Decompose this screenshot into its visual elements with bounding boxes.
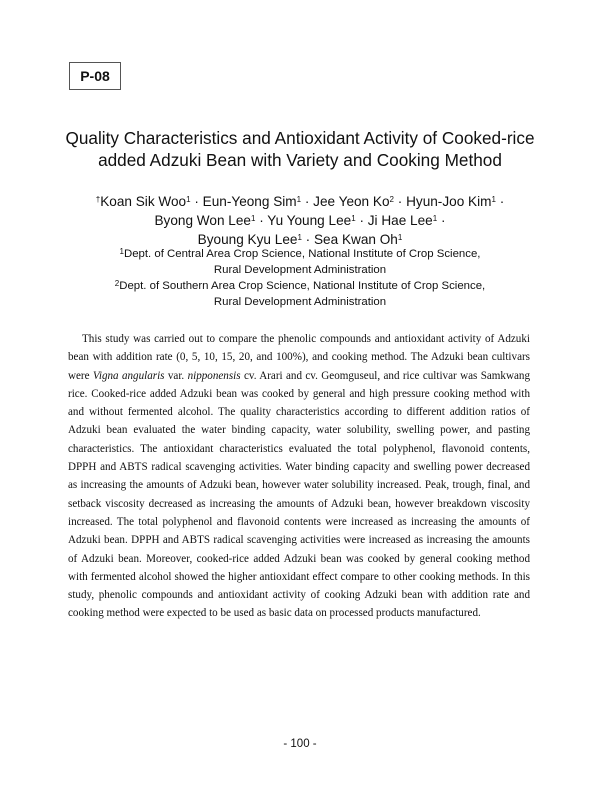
title-line-2: added Adzuki Bean with Variety and Cooking Method <box>98 150 502 170</box>
affiliation-sup: 2 <box>114 279 120 288</box>
paper-title <box>40 127 560 171</box>
affiliation-text: Dept. of Central Area Crop Science, National Institute of Crop Science, <box>123 248 481 260</box>
poster-code-box <box>69 62 121 90</box>
author-name: Ji Hae Lee <box>367 213 433 228</box>
author-affil-sup: 1 <box>250 214 256 223</box>
affiliation-1-line-1 <box>40 246 560 262</box>
author-separator: · <box>499 194 505 209</box>
abstract-text: cv. Arari and cv. Geomguseul, and rice cultivar was Samkwang rice. Cooked-rice added Adzuki bean was cooked by general and high pressure cooking method with and without fermented alcohol. The quality characteristics according to different addition ratios of Adzuki bean evaluated the water binding capacity, water solubility, swelling power, and pasting characteristics. The antioxidant characteristics evaluated the total polyphenol, flavonoid contents, DPPH and ABTS radical scavenging activities. Water binding capacity and swelling power decreased as increasing the amounts of Adzuki bean, however water solubility increased. Peak, trough, final, and setback viscosity decreased as increasing the amounts of Adzuki bean, however breakdown viscosity increased. The total polyphenol and flavonoid contents were increased as increasing the amounts of Adzuki bean. DPPH and ABTS radical scavenging activities were increased as increasing the amounts of Adzuki bean. Moreover, cooked-rice added Adzuki bean was cooked by general cooking method with fermented alcohol showed the higher antioxidant effect compare to other cooking methods. In this study, phenolic compounds and antioxidant activity of cooking Adzuki bean with addition rate and cooking method were expected to be used as basic data on processed products manufactured. <box>68 369 530 620</box>
affiliation-2-line-2: Rural Development Administration <box>213 296 387 308</box>
author-name: Eun-Yeong Sim <box>202 194 297 209</box>
author-name: Koan Sik Woo <box>100 194 187 209</box>
author-name: Jee Yeon Ko <box>313 194 390 209</box>
poster-code: P-08 <box>80 68 110 84</box>
author-separator: · <box>397 194 403 209</box>
author-name: Sea Kwan Oh <box>313 232 398 247</box>
author-name: Byong Won Lee <box>154 213 251 228</box>
author-affil-sup: 1 <box>397 233 403 242</box>
abstract-text: This study was carried out to compare the phenolic compounds and antioxidant activity of Adzuki bean with addition rate (0, 5, 10, 15, 20, and 100%), and cooking method. The Adzuki bean cultivars were <box>68 333 530 382</box>
author-affil-sup: 1 <box>186 195 191 204</box>
author-separator: · <box>305 232 311 247</box>
author-separator: · <box>304 194 310 209</box>
author-separator: · <box>259 213 264 228</box>
affiliation-sup: 1 <box>119 247 124 256</box>
author-affil-sup: 1 <box>432 214 438 223</box>
affiliations <box>40 246 560 310</box>
author-separator: · <box>359 213 364 228</box>
author-name: Yu Young Lee <box>267 213 352 228</box>
author-affil-sup: 1 <box>351 214 356 223</box>
author-line-1 <box>40 192 560 211</box>
author-separator: · <box>440 213 446 228</box>
author-name: Byoung Kyu Lee <box>197 232 298 247</box>
author-affil-sup: 1 <box>491 195 496 204</box>
corresponding-mark: † <box>95 195 101 204</box>
title-line-1: Quality Characteristics and Antioxidant Activity of Cooked-rice <box>65 128 535 148</box>
abstract-text: var. <box>164 369 188 382</box>
author-affil-sup: 1 <box>296 195 302 204</box>
variety-name: nipponensis <box>187 369 241 382</box>
author-affil-sup: 1 <box>297 233 302 242</box>
species-name: Vigna angularis <box>92 369 165 382</box>
author-line-2 <box>40 211 560 230</box>
page-number: - 100 - <box>283 738 317 750</box>
abstract-paragraph <box>68 330 530 623</box>
affiliation-1-line-2: Rural Development Administration <box>213 264 387 276</box>
author-affil-sup: 2 <box>389 195 394 204</box>
author-name: Hyun-Joo Kim <box>406 194 492 209</box>
affiliation-2-line-1 <box>40 278 560 294</box>
author-list <box>40 192 560 249</box>
affiliation-text: Dept. of Southern Area Crop Science, National Institute of Crop Science, <box>119 280 486 292</box>
author-separator: · <box>194 194 199 209</box>
